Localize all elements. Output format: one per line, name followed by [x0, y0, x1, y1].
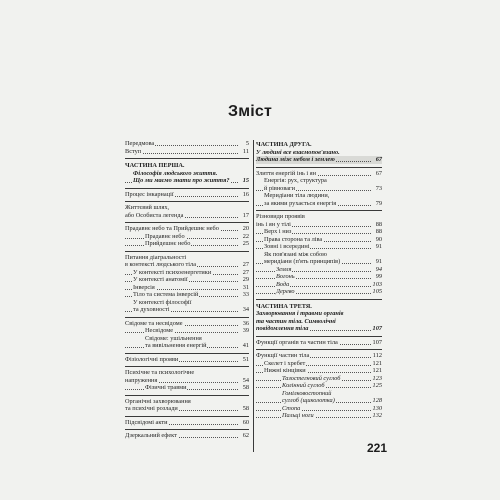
toc-section	[125, 252, 249, 318]
toc-entry-title: Передмова	[125, 140, 155, 147]
toc-entry[interactable]	[256, 367, 382, 375]
toc-entry-title: Прадавнє небо	[145, 232, 185, 240]
toc-entry-title: меридіани (п'ять принципів)	[264, 258, 341, 265]
toc-entry[interactable]	[256, 318, 382, 326]
toc-left-column	[125, 140, 249, 443]
toc-entry-title: Несвідоме	[145, 327, 174, 334]
toc-entry[interactable]	[256, 258, 382, 266]
toc-entry-page-number: 73	[375, 184, 382, 192]
toc-entry-page-number: 105	[372, 288, 382, 295]
toc-entry[interactable]	[256, 185, 382, 193]
toc-entry-title: ЧАСТИНА ПЕРША.	[125, 162, 185, 169]
toc-dot-leader	[256, 278, 371, 279]
toc-section	[256, 168, 382, 212]
toc-entry[interactable]	[256, 397, 382, 405]
toc-entry-page-number: 22	[242, 232, 249, 240]
toc-entry[interactable]	[125, 191, 249, 199]
toc-entry[interactable]	[125, 148, 249, 156]
toc-entry-page-number: 17	[242, 211, 249, 219]
toc-section	[125, 223, 249, 252]
toc-entry[interactable]	[256, 325, 382, 333]
toc-entry[interactable]	[125, 384, 249, 392]
toc-section	[125, 354, 249, 368]
toc-entry-page-number: 88	[375, 220, 382, 228]
toc-entry[interactable]	[125, 320, 249, 328]
toc-entry-page-number: 121	[372, 367, 382, 374]
toc-entry[interactable]	[256, 302, 382, 311]
toc-entry-title: Підсвідомі акти	[125, 418, 168, 426]
toc-entry-title: Енергія: рух, структура	[264, 177, 327, 184]
toc-entry-title: Процес інкарнації	[125, 190, 174, 198]
toc-entry[interactable]	[256, 281, 382, 289]
toc-entry-title: Тіло та система інверсій	[133, 291, 199, 298]
toc-section	[256, 300, 382, 337]
toc-entry-title: Вогонь	[276, 273, 295, 280]
toc-entry-title: Людина між небом і землею	[256, 156, 335, 163]
toc-entry[interactable]	[256, 288, 382, 296]
toc-entry-title: Вода	[276, 280, 290, 288]
toc-entry-title: й рівноваги	[264, 184, 295, 192]
toc-entry-page-number: 60	[242, 418, 249, 426]
toc-entry-page-number: 58	[242, 384, 249, 391]
toc-entry-title: Меридіани тіла людини,	[264, 192, 330, 199]
toc-section	[125, 159, 249, 189]
toc-entry[interactable]	[256, 310, 382, 318]
toc-entry[interactable]	[256, 236, 382, 244]
toc-entry-title: Тазостегновий суглоб	[282, 374, 341, 382]
toc-entry-title: Психічне та психологічне	[125, 369, 195, 376]
toc-entry[interactable]	[125, 335, 249, 343]
toc-entry-page-number: 41	[242, 342, 249, 349]
toc-entry-title: У контексті анатомії	[133, 276, 188, 283]
toc-entry-title: ЧАСТИНА ДРУГА.	[256, 141, 312, 148]
toc-section	[125, 202, 249, 223]
toc-entry-page-number: 16	[242, 190, 249, 198]
toc-entry-title: Фізичні травми	[145, 384, 187, 391]
toc-entry-title: Прадавнє небо та Прийдешнє небо	[125, 225, 219, 232]
page-title: Зміст	[227, 103, 273, 120]
toc-entry[interactable]	[256, 352, 382, 360]
toc-entry-page-number: 123	[372, 374, 382, 382]
toc-entry[interactable]	[256, 382, 382, 390]
toc-section	[256, 140, 382, 168]
toc-entry-page-number: 103	[372, 280, 382, 288]
toc-entry-title: Злиття енергій інь і ян	[256, 169, 317, 177]
toc-entry-title: Інверсія	[133, 283, 155, 291]
toc-entry-page-number: 5	[245, 140, 249, 147]
toc-entry[interactable]	[125, 240, 249, 248]
toc-entry[interactable]	[125, 233, 249, 241]
toc-entry-title: Вступ	[125, 147, 142, 155]
toc-entry-title: та духовності	[133, 306, 170, 313]
toc-entry-title: Різновиди проявів	[256, 213, 305, 220]
toc-entry[interactable]	[256, 170, 382, 178]
toc-entry[interactable]	[125, 276, 249, 284]
toc-entry-page-number: 34	[242, 306, 249, 313]
page-number: 221	[367, 441, 388, 455]
toc-entry[interactable]	[256, 375, 382, 383]
toc-entry[interactable]	[125, 356, 249, 364]
toc-entry-title: суглоб (щиколотка)	[282, 397, 335, 404]
toc-entry-page-number: 27	[242, 268, 249, 276]
toc-entry[interactable]	[125, 432, 249, 440]
toc-entry-page-number: 94	[375, 265, 382, 273]
toc-section	[125, 417, 249, 431]
toc-entry[interactable]	[256, 405, 382, 413]
toc-entry[interactable]	[256, 243, 382, 251]
toc-entry-title: та частин тіла. Символічні	[256, 317, 336, 325]
toc-entry[interactable]	[125, 419, 249, 427]
toc-entry-page-number: 20	[242, 225, 249, 232]
toc-section	[125, 189, 249, 203]
toc-entry-page-number: 67	[375, 169, 382, 177]
toc-entry-page-number: 99	[375, 273, 382, 280]
toc-entry[interactable]	[125, 140, 249, 148]
toc-entry-title: Свідоме: ушільнення	[145, 334, 202, 342]
column-divider	[253, 140, 254, 452]
toc-entry[interactable]	[256, 177, 382, 185]
toc-entry[interactable]	[256, 228, 382, 236]
toc-entry-title: Дерево	[276, 288, 295, 295]
toc-entry[interactable]	[125, 405, 249, 413]
toc-entry-title: ЧАСТИНА ТРЕТЯ.	[256, 302, 312, 310]
toc-entry[interactable]	[256, 213, 382, 221]
toc-entry-title: Що ми маємо знати про життя?	[133, 177, 230, 184]
toc-dot-leader	[256, 410, 371, 411]
toc-entry[interactable]	[125, 204, 249, 212]
toc-entry[interactable]	[125, 177, 249, 185]
toc-entry-title: Гомілковостопний	[282, 389, 332, 397]
toc-entry-title: або Особиста легенда	[125, 211, 184, 219]
toc-entry-title: Як пов'язані між собою	[264, 250, 327, 258]
toc-entry[interactable]	[125, 306, 249, 314]
toc-entry-page-number: 125	[372, 382, 382, 389]
toc-entry-title: У контексті філософії	[133, 298, 192, 306]
toc-entry-title: Функції органів та частин тіла	[256, 338, 338, 346]
toc-entry[interactable]	[256, 140, 382, 149]
toc-entry-page-number: 130	[372, 404, 382, 412]
toc-entry-title: Питання діагральності	[125, 253, 187, 261]
toc-entry[interactable]	[256, 251, 382, 259]
toc-section	[125, 367, 249, 396]
toc-entry-page-number: 51	[242, 355, 249, 363]
toc-entry-page-number: 121	[372, 359, 382, 367]
toc-entry[interactable]	[125, 161, 249, 170]
toc-entry-title: Свідоме та несвідоме	[125, 319, 183, 327]
toc-section	[125, 430, 249, 443]
toc-entry-title: повідомлення тіла	[256, 325, 309, 332]
toc-entry-title: в контексті людського тіла	[125, 261, 196, 268]
toc-entry-page-number: 54	[242, 376, 249, 384]
toc-entry[interactable]	[125, 225, 249, 233]
toc-entry-title: напруження	[125, 376, 158, 384]
toc-entry[interactable]	[256, 390, 382, 398]
toc-entry-page-number: 15	[242, 177, 249, 184]
toc-entry-page-number: 128	[372, 397, 382, 404]
toc-entry[interactable]	[256, 221, 382, 229]
toc-entry[interactable]	[125, 284, 249, 292]
toc-entry-title: та психічні розлади	[125, 405, 178, 412]
toc-entry-page-number: 58	[242, 405, 249, 412]
toc-entry-page-number: 91	[375, 258, 382, 265]
toc-entry[interactable]	[256, 339, 382, 347]
toc-entry-title: Функції частин тіла	[256, 352, 310, 359]
toc-entry-page-number: 11	[242, 147, 249, 155]
toc-dot-leader	[256, 271, 371, 272]
toc-entry-title: У людині все взаємопов'язано.	[256, 148, 340, 156]
toc-entry[interactable]	[256, 200, 382, 208]
toc-entry-page-number: 91	[375, 243, 382, 250]
toc-entry[interactable]	[256, 412, 382, 420]
toc-entry-page-number: 29	[242, 276, 249, 283]
toc-entry-page-number: 107	[372, 325, 382, 332]
toc-entry[interactable]	[256, 266, 382, 274]
toc-right-column	[256, 140, 382, 423]
toc-section	[125, 396, 249, 417]
toc-entry[interactable]	[256, 192, 382, 200]
toc-section	[256, 350, 382, 423]
toc-entry-page-number: 33	[242, 291, 249, 298]
toc-entry[interactable]	[125, 291, 249, 299]
toc-entry-page-number: 107	[372, 338, 382, 346]
toc-entry[interactable]	[256, 156, 382, 164]
toc-entry-page-number: 25	[242, 240, 249, 247]
toc-entry[interactable]	[125, 269, 249, 277]
toc-entry-title: Пальці ноги	[282, 412, 314, 419]
toc-entry-title: Стопа	[282, 404, 301, 412]
toc-entry-page-number: 62	[242, 432, 249, 439]
toc-entry[interactable]	[125, 299, 249, 307]
toc-entry[interactable]	[125, 377, 249, 385]
toc-entry-title: Фізіологічні прояви	[125, 355, 179, 363]
toc-entry[interactable]	[125, 254, 249, 262]
toc-entry-title: У контексті психоенергетики	[133, 268, 212, 276]
toc-dot-leader	[125, 332, 238, 333]
toc-entry-page-number: 88	[375, 228, 382, 235]
toc-entry[interactable]	[125, 170, 249, 178]
toc-entry-page-number: 132	[372, 412, 382, 419]
toc-entry-title: Дзеркальний ефект	[125, 432, 177, 439]
toc-entry[interactable]	[125, 398, 249, 406]
toc-dot-leader	[256, 286, 371, 287]
toc-entry-title: Захворювання і травми органів	[256, 310, 344, 317]
toc-entry-title: за якими рухається енергія	[264, 199, 337, 207]
toc-entry-page-number: 90	[375, 235, 382, 243]
toc-entry-title: Життєвий шлях,	[125, 204, 170, 211]
toc-entry-title: Зовні і всередині	[264, 243, 310, 250]
toc-entry-page-number: 67	[375, 156, 382, 163]
toc-entry-title: Верх і низ	[264, 228, 292, 235]
toc-entry-title: та вивільнення енергій	[145, 342, 207, 349]
toc-entry-title: інь і ян у тілі	[256, 220, 291, 228]
toc-entry-title: Земля	[276, 265, 292, 273]
toc-dot-leader	[256, 293, 371, 294]
toc-entry-title: Прийдешнє небо	[145, 240, 191, 247]
toc-entry[interactable]	[125, 327, 249, 335]
toc-entry-page-number: 112	[372, 352, 382, 359]
toc-entry-title: Права сторона та ліва	[264, 235, 323, 243]
toc-entry[interactable]	[256, 149, 382, 157]
toc-entry-page-number: 27	[242, 261, 249, 268]
toc-entry-page-number: 39	[242, 327, 249, 334]
toc-entry[interactable]	[256, 360, 382, 368]
toc-section	[256, 211, 382, 300]
toc-entry-title: Органічні захворювання	[125, 397, 191, 405]
toc-entry[interactable]	[125, 261, 249, 269]
toc-entry-title: Колінний суглоб	[282, 382, 325, 389]
toc-section	[256, 337, 382, 351]
toc-entry-title: Нижні кінцівки	[264, 367, 306, 374]
toc-entry-title: Філософія людського життя.	[133, 169, 218, 177]
toc-section	[125, 140, 249, 159]
toc-entry-page-number: 79	[375, 199, 382, 207]
toc-entry[interactable]	[256, 273, 382, 281]
toc-entry[interactable]	[125, 212, 249, 220]
toc-entry-page-number: 36	[242, 319, 249, 327]
toc-section	[125, 318, 249, 354]
toc-entry[interactable]	[125, 369, 249, 377]
toc-entry[interactable]	[125, 342, 249, 350]
toc-entry-page-number: 31	[242, 283, 249, 291]
toc-entry-title: Скелет і хребет	[264, 359, 306, 367]
